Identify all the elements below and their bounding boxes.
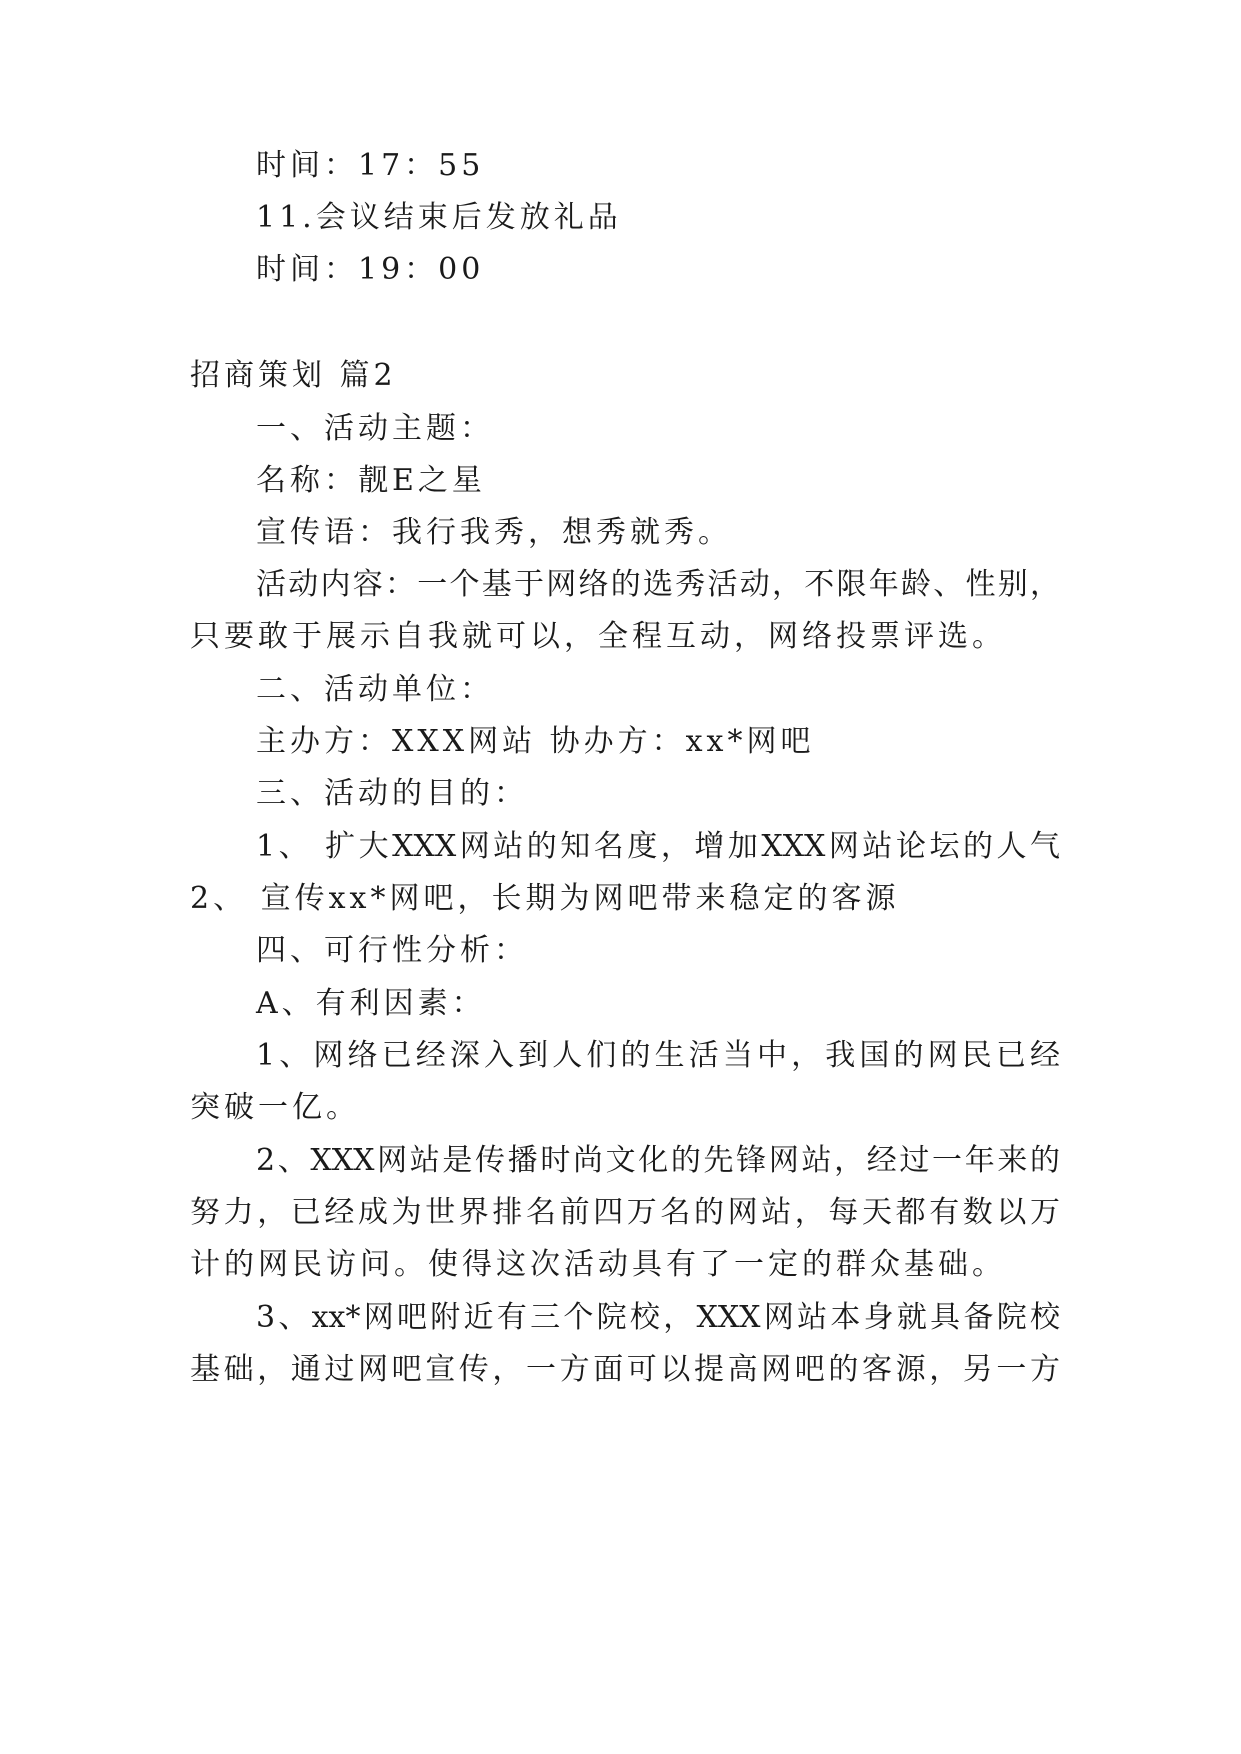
time-line-1755: 时间：17：55 xyxy=(256,148,485,183)
favorable-1-line-1: 1、网络已经深入到人们的生活当中，我国的网民已经 xyxy=(256,1038,1060,1073)
heading-activity-purpose: 三、活动的目的： xyxy=(256,776,528,811)
purpose-item-1: 1、 扩大XXX网站的知名度，增加XXX网站论坛的人气 xyxy=(256,829,1060,864)
agenda-item-11: 11.会议结束后发放礼品 xyxy=(256,200,622,235)
section-heading: 招商策划 篇2 xyxy=(190,358,397,393)
heading-activity-units: 二、活动单位： xyxy=(256,672,494,707)
purpose-item-2: 2、 宣传xx*网吧，长期为网吧带来稳定的客源 xyxy=(190,881,900,916)
content-paragraph-line-1: 活动内容：一个基于网络的选秀活动，不限年龄、性别， xyxy=(256,567,1060,602)
favorable-2-line-3: 计的网民访问。使得这次活动具有了一定的群众基础。 xyxy=(190,1247,1006,1282)
favorable-3-line-2: 基础，通过网吧宣传，一方面可以提高网吧的客源，另一方 xyxy=(190,1352,1060,1387)
heading-favorable-factors: A、有利因素： xyxy=(256,986,486,1021)
slogan-line: 宣传语：我行我秀，想秀就秀。 xyxy=(256,515,732,550)
organizers-line: 主办方：XXX网站 协办方：xx*网吧 xyxy=(256,724,815,759)
activity-name-line: 名称：靓E之星 xyxy=(256,463,486,498)
favorable-2-line-2: 努力，已经成为世界排名前四万名的网站，每天都有数以万 xyxy=(190,1195,1060,1230)
content-paragraph-line-2: 只要敢于展示自我就可以，全程互动，网络投票评选。 xyxy=(190,619,1006,654)
time-line-1900: 时间：19：00 xyxy=(256,252,485,287)
favorable-3-line-1: 3、xx*网吧附近有三个院校，XXX网站本身就具备院校 xyxy=(256,1300,1060,1335)
favorable-2-line-1: 2、XXX网站是传播时尚文化的先锋网站，经过一年来的 xyxy=(256,1143,1060,1178)
favorable-1-line-2: 突破一亿。 xyxy=(190,1090,360,1125)
heading-activity-theme: 一、活动主题： xyxy=(256,411,494,446)
heading-feasibility: 四、可行性分析： xyxy=(256,933,528,968)
